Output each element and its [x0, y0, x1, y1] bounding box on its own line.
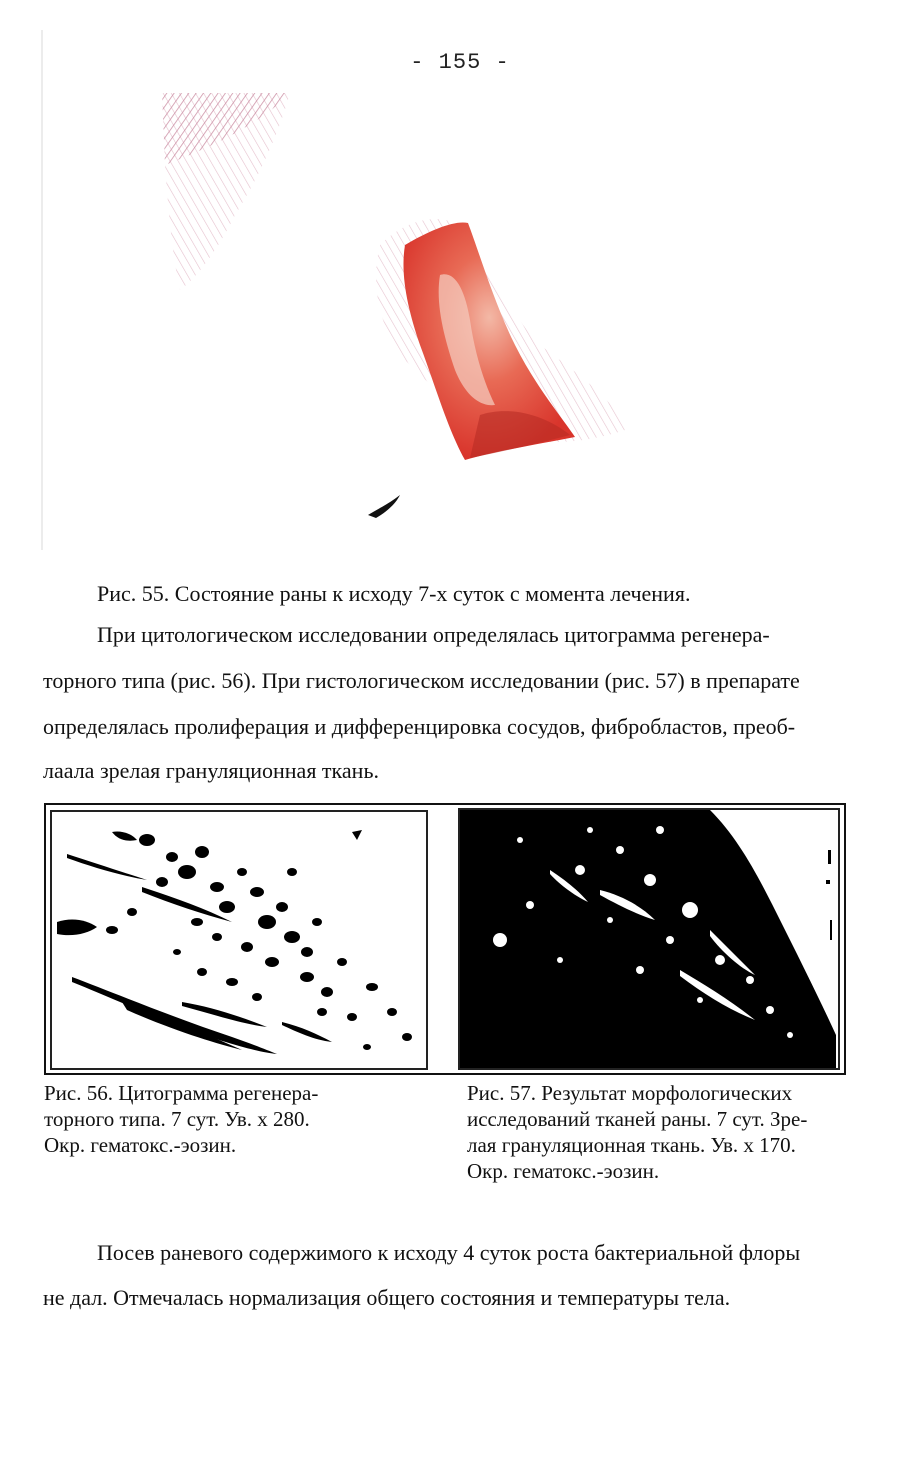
- paragraph-1-line-2: торного типа (рис. 56). При гистологическом исследовании (рис. 57) в препарате: [43, 668, 800, 693]
- figure-56-image: [50, 810, 428, 1070]
- figure-57-caption-line-2: исследований тканей раны. 7 сут. Зре-: [467, 1107, 808, 1131]
- figure-56-caption: [44, 1080, 318, 1158]
- figure-57-caption-line-4: Окр. гематокс.-эозин.: [467, 1159, 660, 1183]
- figure-57-image: [458, 808, 840, 1070]
- figure-57-caption-line-3: лая грануляционная ткань. Ув. х 170.: [467, 1133, 796, 1157]
- paragraph-2-line-1: Посев раневого содержимого к исходу 4 суток роста бактериальной флоры: [97, 1240, 801, 1265]
- paragraph-1-line-1: При цитологическом исследовании определялась цитограмма регенера-: [97, 622, 770, 647]
- paragraph-1-line-4: лаала зрелая грануляционная ткань.: [43, 758, 379, 783]
- scan-margin-line: [41, 30, 43, 550]
- figure-57-caption-line-1: Рис. 57. Результат морфологических: [467, 1081, 793, 1105]
- paragraph-2-line-2: не дал. Отмечалась нормализация общего состояния и температуры тела.: [43, 1285, 731, 1310]
- page-number: - 155 -: [410, 50, 510, 75]
- wound-photo: [150, 85, 650, 535]
- figure-57-caption: [467, 1080, 807, 1184]
- paragraph-1-line-3: определялась пролиферация и дифференцировка сосудов, фибробластов, преоб-: [43, 714, 796, 739]
- dark-mark: [368, 495, 400, 518]
- histology-image: [460, 810, 838, 1068]
- cytogram-image: [52, 812, 426, 1068]
- figure-55-caption: Рис. 55. Состояние раны к исходу 7-х суток с момента лечения.: [97, 581, 691, 606]
- figure-56-caption-line-3: Окр. гематокс.-эозин.: [44, 1133, 237, 1157]
- figure-56-caption-line-1: Рис. 56. Цитограмма регенера-: [44, 1081, 319, 1105]
- figure-56-caption-line-2: торного типа. 7 сут. Ув. х 280.: [44, 1107, 310, 1131]
